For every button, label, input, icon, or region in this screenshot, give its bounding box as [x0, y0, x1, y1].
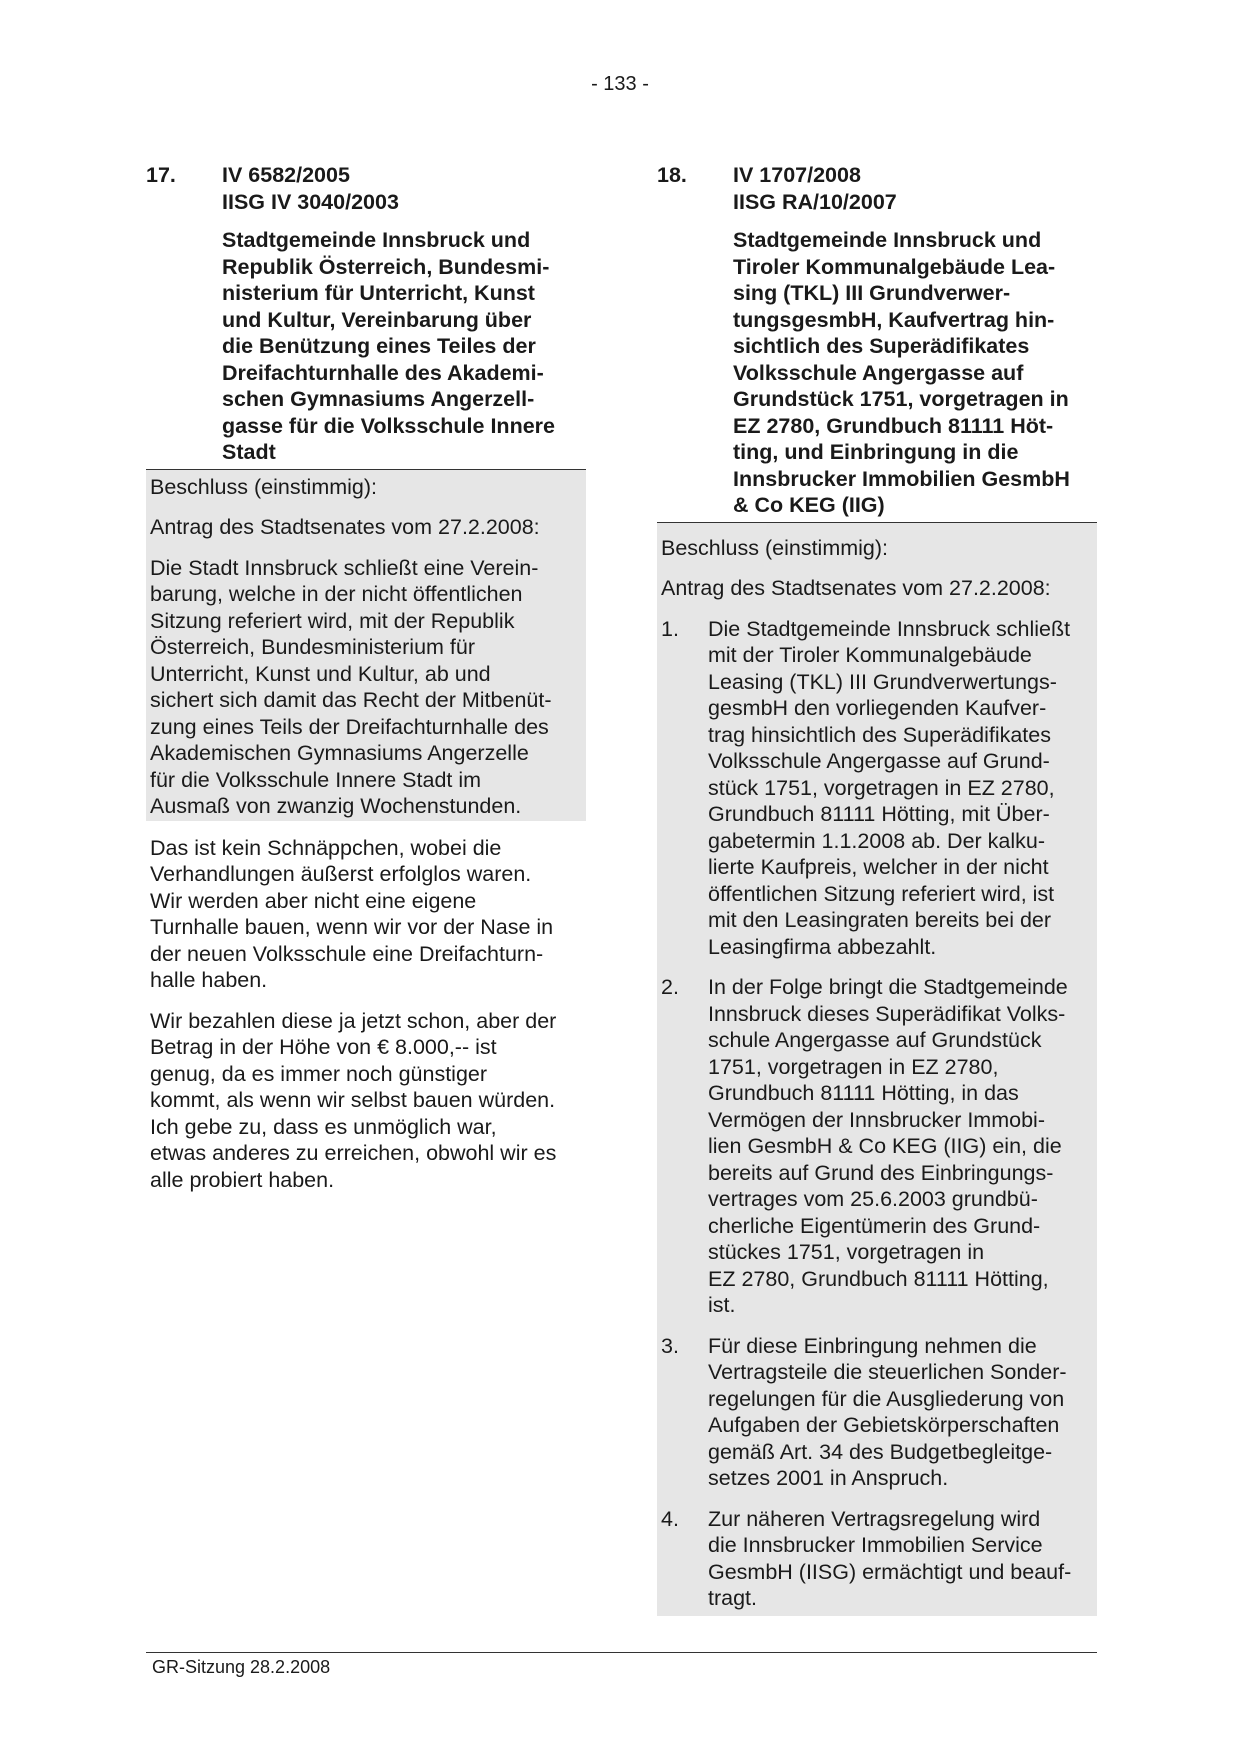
text-line: Ausmaß von zwanzig Wochenstunden. — [150, 794, 522, 818]
list-item-number: 1. — [661, 616, 679, 641]
subject-line: Grundstück 1751, vorgetragen in — [733, 387, 1069, 411]
text-line: Grundbuch 81111 Hötting, mit Über- — [708, 802, 1050, 826]
resolution-box — [657, 523, 1097, 1616]
text-line: 1751, vorgetragen in EZ 2780, — [708, 1054, 999, 1079]
item-references — [222, 162, 586, 215]
footer-divider — [146, 1652, 1097, 1653]
list-item-number: 4. — [661, 1506, 679, 1531]
text-line: Das ist kein Schnäppchen, wobei die — [150, 835, 502, 860]
text-line: Akademischen Gymnasiums Angerzelle — [150, 741, 529, 765]
text-line: gabetermin 1.1.2008 ab. Der kalku- — [708, 828, 1046, 853]
list-item — [661, 616, 1093, 961]
text-line: Verhandlungen äußerst erfolglos waren. — [150, 862, 532, 886]
text-line: mit der Tiroler Kommunalgebäude — [708, 643, 1032, 667]
item-number: 18. — [657, 163, 687, 187]
text-line: vertrages vom 25.6.2003 grundbü- — [708, 1187, 1038, 1211]
text-line: Ich gebe zu, dass es unmöglich war, — [150, 1114, 497, 1139]
text-line: alle probiert haben. — [150, 1167, 335, 1192]
text-line: Turnhalle bauen, wenn wir vor der Nase in — [150, 915, 554, 939]
text-line: etwas anderes zu erreichen, obwohl wir es — [150, 1141, 557, 1165]
text-line: Leasingfirma abbezahlt. — [708, 934, 937, 959]
list-item-number: 3. — [661, 1333, 679, 1358]
resolution-box — [146, 470, 586, 821]
text-line: trag hinsichtlich des Superädifikates — [708, 722, 1051, 747]
agenda-item-17 — [146, 162, 586, 1193]
text-line: Zur näheren Vertragsregelung wird — [708, 1506, 1041, 1531]
list-item-text — [708, 1506, 1093, 1612]
text-line: sichert sich damit das Recht der Mitbenüt- — [150, 688, 552, 712]
text-line: zung eines Teils der Dreifachturnhalle des — [150, 714, 549, 739]
text-line: der neuen Volksschule eine Dreifachturn- — [150, 941, 544, 966]
beschluss-label: Beschluss (einstimmig): — [150, 474, 377, 499]
subject-line: Republik Österreich, Bundesmi- — [222, 254, 550, 279]
subject-line: Stadt — [222, 440, 276, 464]
text-line: Volksschule Angergasse auf Grund- — [708, 749, 1050, 773]
commentary-paragraph — [146, 1008, 586, 1194]
text-line: barung, welche in der nicht öffentlichen — [150, 582, 523, 606]
subject-line: Stadtgemeinde Innsbruck und — [733, 228, 1042, 252]
subject-line: schen Gymnasiums Angerzell- — [222, 387, 535, 411]
beschluss-label: Beschluss (einstimmig): — [661, 535, 888, 560]
text-line: Betrag in der Höhe von € 8.000,-- ist — [150, 1035, 497, 1059]
antrag-label: Antrag des Stadtsenates vom 27.2.2008: — [661, 576, 1051, 600]
text-line: Wir bezahlen diese ja jetzt schon, aber der — [150, 1008, 557, 1033]
text-line: lien GesmbH & Co KEG (IIG) ein, die — [708, 1134, 1062, 1158]
list-item — [661, 1506, 1093, 1612]
text-line: Vertragsteile die steuerlichen Sonder- — [708, 1360, 1067, 1384]
text-line: Für diese Einbringung nehmen die — [708, 1333, 1037, 1358]
subject-line: EZ 2780, Grundbuch 81111 Höt- — [733, 413, 1054, 438]
text-line: EZ 2780, Grundbuch 81111 Hötting, — [708, 1266, 1049, 1291]
reference-1: IV 6582/2005 — [222, 163, 350, 187]
subject-line: sing (TKL) III Grundverwer- — [733, 281, 1011, 305]
subject-line: und Kultur, Vereinbarung über — [222, 307, 532, 332]
list-item — [661, 974, 1093, 1319]
text-line: ist. — [708, 1293, 736, 1317]
subject-line: Volksschule Angergasse auf — [733, 360, 1024, 385]
item-header — [146, 162, 586, 215]
subject-line: & Co KEG (IIG) — [733, 493, 885, 517]
list-item — [661, 1333, 1093, 1492]
text-line: öffentlichen Sitzung referiert wird, ist — [708, 881, 1055, 906]
text-line: gemäß Art. 34 des Budgetbegleitge- — [708, 1439, 1053, 1464]
text-line: die Innsbrucker Immobilien Service — [708, 1533, 1043, 1557]
commentary-paragraph — [146, 835, 586, 994]
item-header — [657, 162, 1097, 215]
text-line: Österreich, Bundesministerium für — [150, 635, 475, 659]
item-number: 17. — [146, 163, 176, 187]
text-line: gesmbH den vorliegenden Kaufver- — [708, 696, 1047, 720]
list-item-text — [708, 1333, 1093, 1492]
subject-line: nisterium für Unterricht, Kunst — [222, 281, 535, 305]
text-line: stück 1751, vorgetragen in EZ 2780, — [708, 775, 1055, 800]
text-line: Leasing (TKL) III Grundverwertungs- — [708, 669, 1057, 694]
subject-line: sichtlich des Superädifikates — [733, 334, 1030, 358]
text-line: In der Folge bringt die Stadtgemeinde — [708, 975, 1068, 999]
list-item-text — [708, 974, 1093, 1319]
subject-line: die Benützung eines Teiles der — [222, 334, 536, 358]
text-line: Die Stadtgemeinde Innsbruck schließt — [708, 616, 1071, 641]
footer-text: GR-Sitzung 28.2.2008 — [152, 1657, 331, 1677]
text-line: für die Volksschule Innere Stadt im — [150, 767, 482, 792]
text-line: stückes 1751, vorgetragen in — [708, 1240, 985, 1264]
list-item-text — [708, 616, 1093, 961]
list-item-number: 2. — [661, 975, 679, 999]
item-references — [733, 162, 1097, 215]
text-line: mit den Leasingraten bereits bei der — [708, 908, 1052, 932]
item-subject — [146, 227, 586, 470]
text-line: tragt. — [708, 1586, 757, 1610]
text-line: bereits auf Grund des Einbringungs- — [708, 1160, 1054, 1185]
text-line: setzes 2001 in Anspruch. — [708, 1466, 949, 1490]
subject-line: tungsgesmbH, Kaufvertrag hin- — [733, 307, 1055, 332]
text-line: cherliche Eigentümerin des Grund- — [708, 1213, 1041, 1238]
agenda-item-18 — [657, 162, 1097, 1616]
reference-2: IISG RA/10/2007 — [733, 189, 897, 214]
text-line: Grundbuch 81111 Hötting, in das — [708, 1081, 1019, 1105]
text-line: halle haben. — [150, 968, 268, 992]
text-line: Aufgaben der Gebietskörperschaften — [708, 1413, 1060, 1437]
page-number: - 133 - — [591, 73, 649, 95]
text-line: kommt, als wenn wir selbst bauen würden. — [150, 1088, 556, 1112]
item-subject — [657, 227, 1097, 523]
text-line: Wir werden aber nicht eine eigene — [150, 888, 477, 913]
text-line: regelungen für die Ausgliederung von — [708, 1386, 1065, 1411]
text-line: genug, da es immer noch günstiger — [150, 1061, 488, 1086]
reference-2: IISG IV 3040/2003 — [222, 189, 399, 214]
text-line: Die Stadt Innsbruck schließt eine Verein- — [150, 555, 539, 580]
text-line: lierte Kaufpreis, welcher in der nicht — [708, 855, 1049, 879]
subject-line: Dreifachturnhalle des Akademi- — [222, 360, 544, 385]
text-line: GesmbH (IISG) ermächtigt und beauf- — [708, 1559, 1072, 1584]
resolution-text — [150, 555, 582, 820]
subject-line: Tiroler Kommunalgebäude Lea- — [733, 254, 1056, 279]
subject-line: Stadtgemeinde Innsbruck und — [222, 228, 531, 252]
text-line: Sitzung referiert wird, mit der Republik — [150, 608, 515, 633]
subject-line: Innsbrucker Immobilien GesmbH — [733, 466, 1070, 491]
subject-line: gasse für die Volksschule Innere — [222, 413, 555, 438]
antrag-label: Antrag des Stadtsenates vom 27.2.2008: — [150, 515, 540, 539]
text-line: schule Angergasse auf Grundstück — [708, 1028, 1042, 1052]
reference-1: IV 1707/2008 — [733, 163, 861, 187]
subject-line: ting, und Einbringung in die — [733, 440, 1019, 464]
text-line: Unterricht, Kunst und Kultur, ab und — [150, 661, 491, 686]
text-line: Innsbruck dieses Superädifikat Volks- — [708, 1001, 1066, 1026]
text-line: Vermögen der Innsbrucker Immobi- — [708, 1107, 1045, 1132]
